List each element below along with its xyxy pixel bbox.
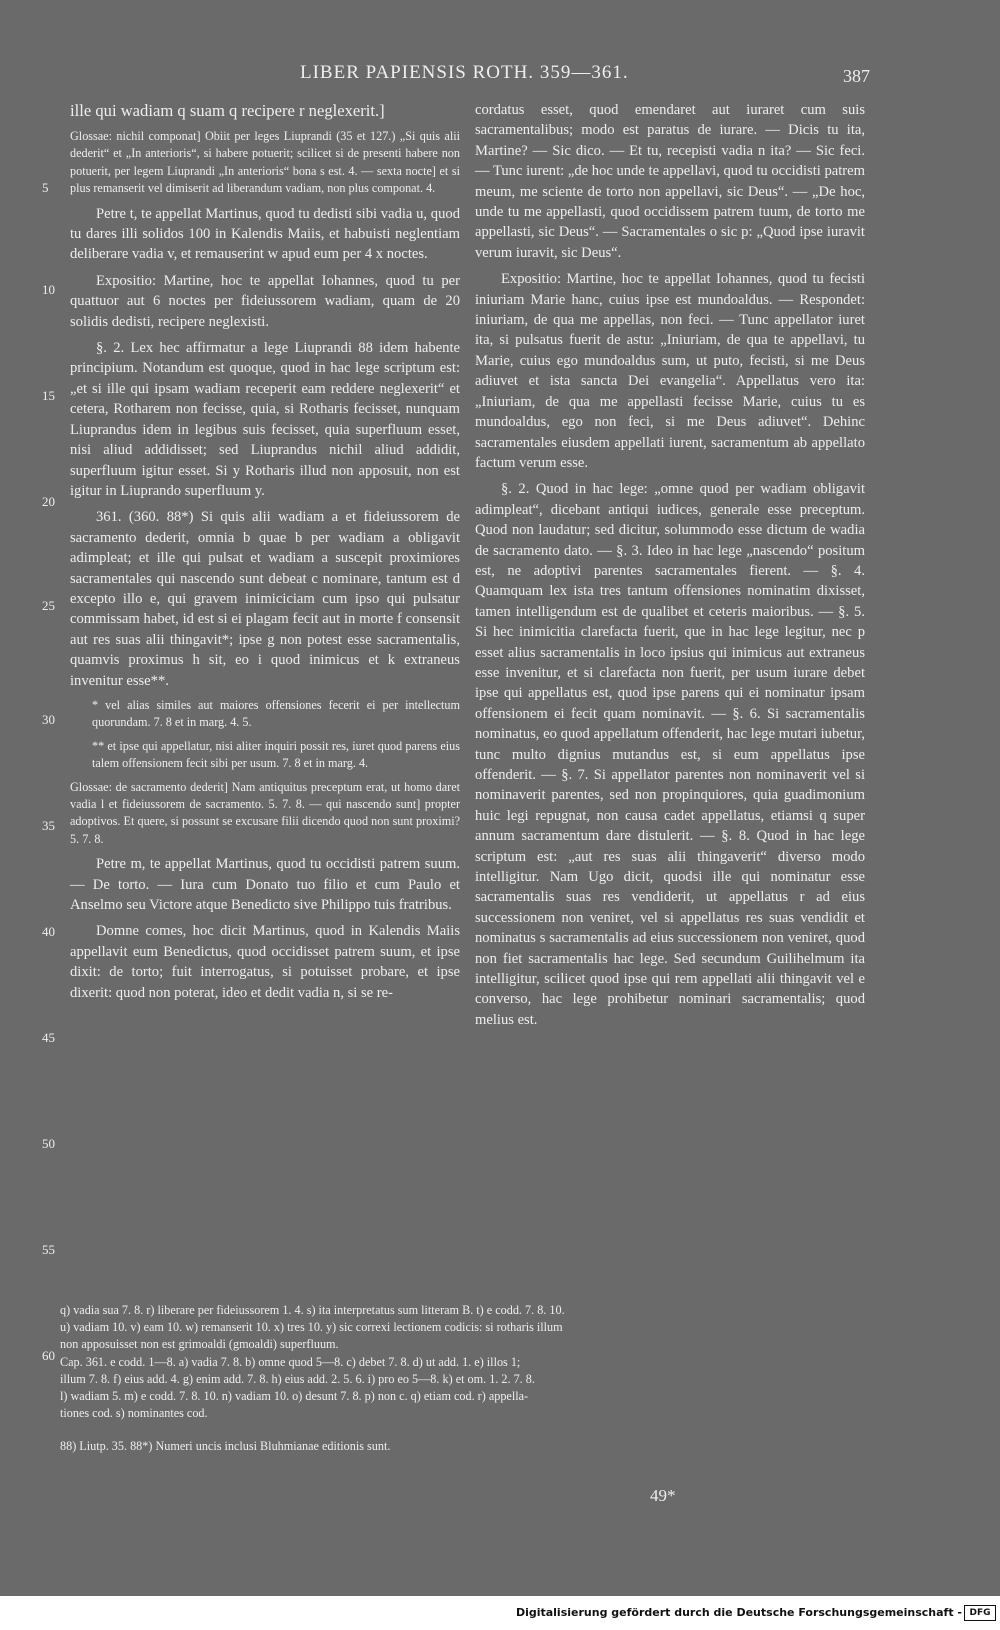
footer-bar (0, 1596, 1000, 1630)
footnote-line: tiones cod. s) nominantes cod. (60, 1406, 208, 1421)
right-column (475, 100, 865, 1036)
footnote-line: Cap. 361. e codd. 1—8. a) vadia 7. 8. b) omne quod 5—8. c) debet 7. 8. d) ut add. 1. e) illos 1; (60, 1354, 521, 1369)
formula-paragraph: cordatus esset, quod emendaret aut iuraret cum suis sacramentalibus; modo est paratus de iurare. — Dicis tu ita, Martine? — Sic dico. — Et tu, recepisti vadia n ita? — Sic feci. — Tunc iurent: „de hoc unde te appellavi, quod tu occidisti patrem meum, me sciente de torto non appellavi, sic Deus“. — „De hoc, unde tu me appellasti, quod occidissem patrem tuum, de torto me appellasti, sic Deus“. — Sacramentales o sic p: „Quod ipse iuravit verum iuravit, sic Deus“. (475, 102, 865, 261)
line-number: 40 (42, 924, 55, 939)
gloss-paragraph: Glossae: de sacramento dederit] Nam antiquitus preceptum erat, ut homo daret vadia l et fideiussorem de sacramento. 5. 7. 8. — qui nascendo sunt] propter adoptivos. Et quere, si possunt se excusare filii dicendo quod non sunt proximi? 5. 7. 8. (70, 779, 460, 846)
formula-paragraph: Petre t, te appellat Martinus, quod tu dedisti sibi vadia u, quod tu dares illi solidos 100 in Kalendis Maiis, et habuisti neglentiam deliberare vadia v, et remauserint w apud eum per 4 x noctes. (70, 205, 460, 263)
formula-paragraph: Petre m, te appellat Martinus, quod tu occidisti patrem suum. — De torto. — Iura cum Donato tuo filio et cum Paulo et Anselmo seu Victore atque Benedicto sive Philippo tuis fratribus. (70, 856, 460, 914)
line-number: 60 (42, 1348, 55, 1363)
running-head: LIBER PAPIENSIS ROTH. 359—361. (300, 62, 629, 83)
line-number: 50 (42, 1136, 55, 1151)
line-number: 30 (42, 712, 55, 727)
law-paragraph: 361. (360. 88*) Si quis alii wadiam a et fideiussorem de sacramento dederit, omnia b quae b per wadiam a obligavit adimpleat; et ille qui pulsat et wadiam a suscepit proximiores sacramentales qui nascendo sunt debeat c nominare, tantum est d excepto illo e, qui gravem inimiciciam cum ipso qui pulsatur commissam habet, id est si ei plagam fecit aut in morte f consensit aut res suas alii thingavit*; ipse g non potest esse sacramentalis, quamvis proximus h sit, eo i quod inimicus et k extraneus invenitur esse**. (70, 509, 460, 689)
expositio-paragraph: Expositio: Martine, hoc te appellat Iohannes, quod tu fecisti iniuriam Marie hanc, cuius ipse est mundoaldus. — Respondet: iniuriam, de qua me appellas, non feci. — Tunc appellator iuret ita, si pulsatus fuerit de astu: „Iniuriam, de qua te appellavi, tu Marie, cuius ego mundoaldus sum, ut puto, fecisti, si me Deus adiuvet et ista sancta Dei evangelia“. Appellatus vero ita: „Iniuriam, de qua me appellasti fecisse Marie, cuius tu es mundoaldus, ego non feci, si me Deus adiuvet“. Dehinc sacramentales eiusdem appellati iurent, sacramentum ab appellato factum verum esse. (475, 271, 865, 471)
note-paragraph: ** et ipse qui appellatur, nisi aliter inquiri possit res, iuret quod parens eius talem offensionem fecit sibi per usum. 7. 8 et in marg. 4. (92, 738, 460, 771)
left-column (70, 100, 460, 1009)
footnotes (60, 1302, 870, 1456)
funding-credit: Digitalisierung gefördert durch die Deutsche Forschungsgemeinschaft - (515, 1606, 962, 1619)
line-number: 15 (42, 388, 55, 403)
paragraph: §. 2. Quod in hac lege: „omne quod per wadiam obligavit adimpleat“, dicebant antiqui iudices, generale esse preceptum. Quod non laudatur; sed dicitur, solummodo esse dictum de wadia de sacramento dato. — §. 3. Ideo in hac lege „nascendo“ positum est, ne adoptivi parentes sacramentales fierent. — §. 4. Quamquam lex ista tres tantum offensiones nominatim dixisset, tamen intelligendum est de qualibet et ceteris maioribus. — §. 5. Si hec inimicitia clarefacta fuerit, que in hac lege legitur, nec p esset alius sacramentalis in loco ipsius qui inimicus aut extraneus esse invenitur, et si clarefacta non fuerit, per usum iurare debet ipse qui appellatus est, quod ipse parens qui ei nominatur ipsam offensionem ei fecit quam nominavit. — §. 6. Si sacramentalis nominatus, eo quod appellatum offenderit, hac lege mutari iubetur, tunc multo dignius mutandus est, si eum appellatus ipse offenderit. — §. 7. Si appellator parentes non nominaverit vel si nominaverit parentes, sed non propinquiores, quia guadimonium huic legi repugnat, non causa cadet appellatus, etiamsi q super annum sacramentum dare distulerit. — §. 8. Quod in hac lege scriptum est: „aut res suas alii thingaverit“ diverso modo intelligitur. Nam Ugo dicit, quodsi ille qui nominatur esse sacramentalis suas res vendiderit, ut appellatus r ad eius successionem non veniret, vel si appellatus res suas vendidit et nominatus s sacramentalis ad eius successionem non veniret, quod non fiet sacramentalis hac lege. Sed secundum Guilihelmum ita intelligitur, scilicet quod ipse qui rem appellati alii thingavit vel e converso, hac lege prohibetur nominari sacramentalis; quod melius est. (475, 481, 865, 1028)
footnote-line: non apposuisset non est grimoaldi (gmoaldi) superfluum. (60, 1337, 339, 1352)
dfg-logo-icon: DFG (964, 1605, 996, 1621)
formula-paragraph: Domne comes, hoc dicit Martinus, quod in Kalendis Maiis appellavit eum Benedictus, quod occidisset patrem suum, et ipse dixit: de torto; fuit interrogatus, si potuisset probare, et ipse dixerit: quod non poterat, ideo et dedit vadia n, si se re- (70, 923, 460, 1001)
footnote-line: q) vadia sua 7. 8. r) liberare per fideiussorem 1. 4. s) ita interpretatus sum litteram B. t) e codd. 7. 8. 10. (60, 1303, 565, 1317)
footnote-line: l) wadiam 5. m) e codd. 7. 8. 10. n) vadiam 10. o) desunt 7. 8. p) non c. q) etiam cod. r) appella- (60, 1389, 529, 1404)
expositio-paragraph: Expositio: Martine, hoc te appellat Iohannes, quod tu per quattuor aut 6 noctes per fideiussorem wadiam, quam de 20 solidis dedisti, recipere neglexisti. (70, 272, 460, 330)
line-number: 55 (42, 1242, 55, 1257)
footnote-gap (60, 1422, 870, 1438)
footnote-line: illum 7. 8. f) eius add. 4. g) enim add. 7. 8. h) eius add. 2. 5. 6. i) pro eo 5—8. k) et om. 1. 2. 7. 8. (60, 1371, 535, 1386)
line-number: 35 (42, 818, 55, 833)
footnote-line: u) vadiam 10. v) eam 10. w) remanserit 10. x) tres 10. y) sic correxi lectionem codicis: si rotharis illum (60, 1320, 563, 1335)
note-paragraph: * vel alias similes aut maiores offensiones fecerit ei per intellectum quorundam. 7. 8 et in marg. 4. 5. (92, 697, 460, 730)
paragraph: §. 2. Lex hec affirmatur a lege Liuprandi 88 idem habente principium. Notandum est quoque, quod in hac lege scriptum est: „et si ille qui ipsam wadiam receperit eam reddere neglexerit“ et cetera, Rotharem non fecisse, quia, si Rotharis fecisset, nunquam Liuprandus idem in legibus suis fecisset, quia superfluum esset, nisi aliud addidisset; sed Liuprandus nichil aliud addidit, superfluum igitur esset. Si y Rotharis illud non apposuit, non est igitur in Liuprando superfluum y. (70, 340, 460, 499)
line-number: 25 (42, 598, 55, 613)
signature-mark: 49* (650, 1486, 676, 1505)
line-number: 45 (42, 1030, 55, 1045)
line-number: 20 (42, 494, 55, 509)
line-number: 5 (42, 180, 49, 195)
line-number: 10 (42, 282, 55, 297)
paragraph: ille qui wadiam q suam q recipere r neglexerit.] (70, 101, 385, 120)
gloss-paragraph: Glossae: nichil componat] Obiit per leges Liuprandi (35 et 127.) „Si quis alii dederit“ et „In anterioris“, si habere potuerit; scilicet si de presenti habere non potuerit, per legem Liuprandi „In anterioris“ bona s est. 4. — sexta nocte] et si plus remanserit vel dimiserit ad liberandum vadiam, non plus componat. 4. (70, 129, 460, 196)
page-number: 387 (843, 66, 870, 86)
footnote-line: 88) Liutp. 35. 88*) Numeri uncis inclusi Bluhmianae editionis sunt. (60, 1439, 391, 1454)
